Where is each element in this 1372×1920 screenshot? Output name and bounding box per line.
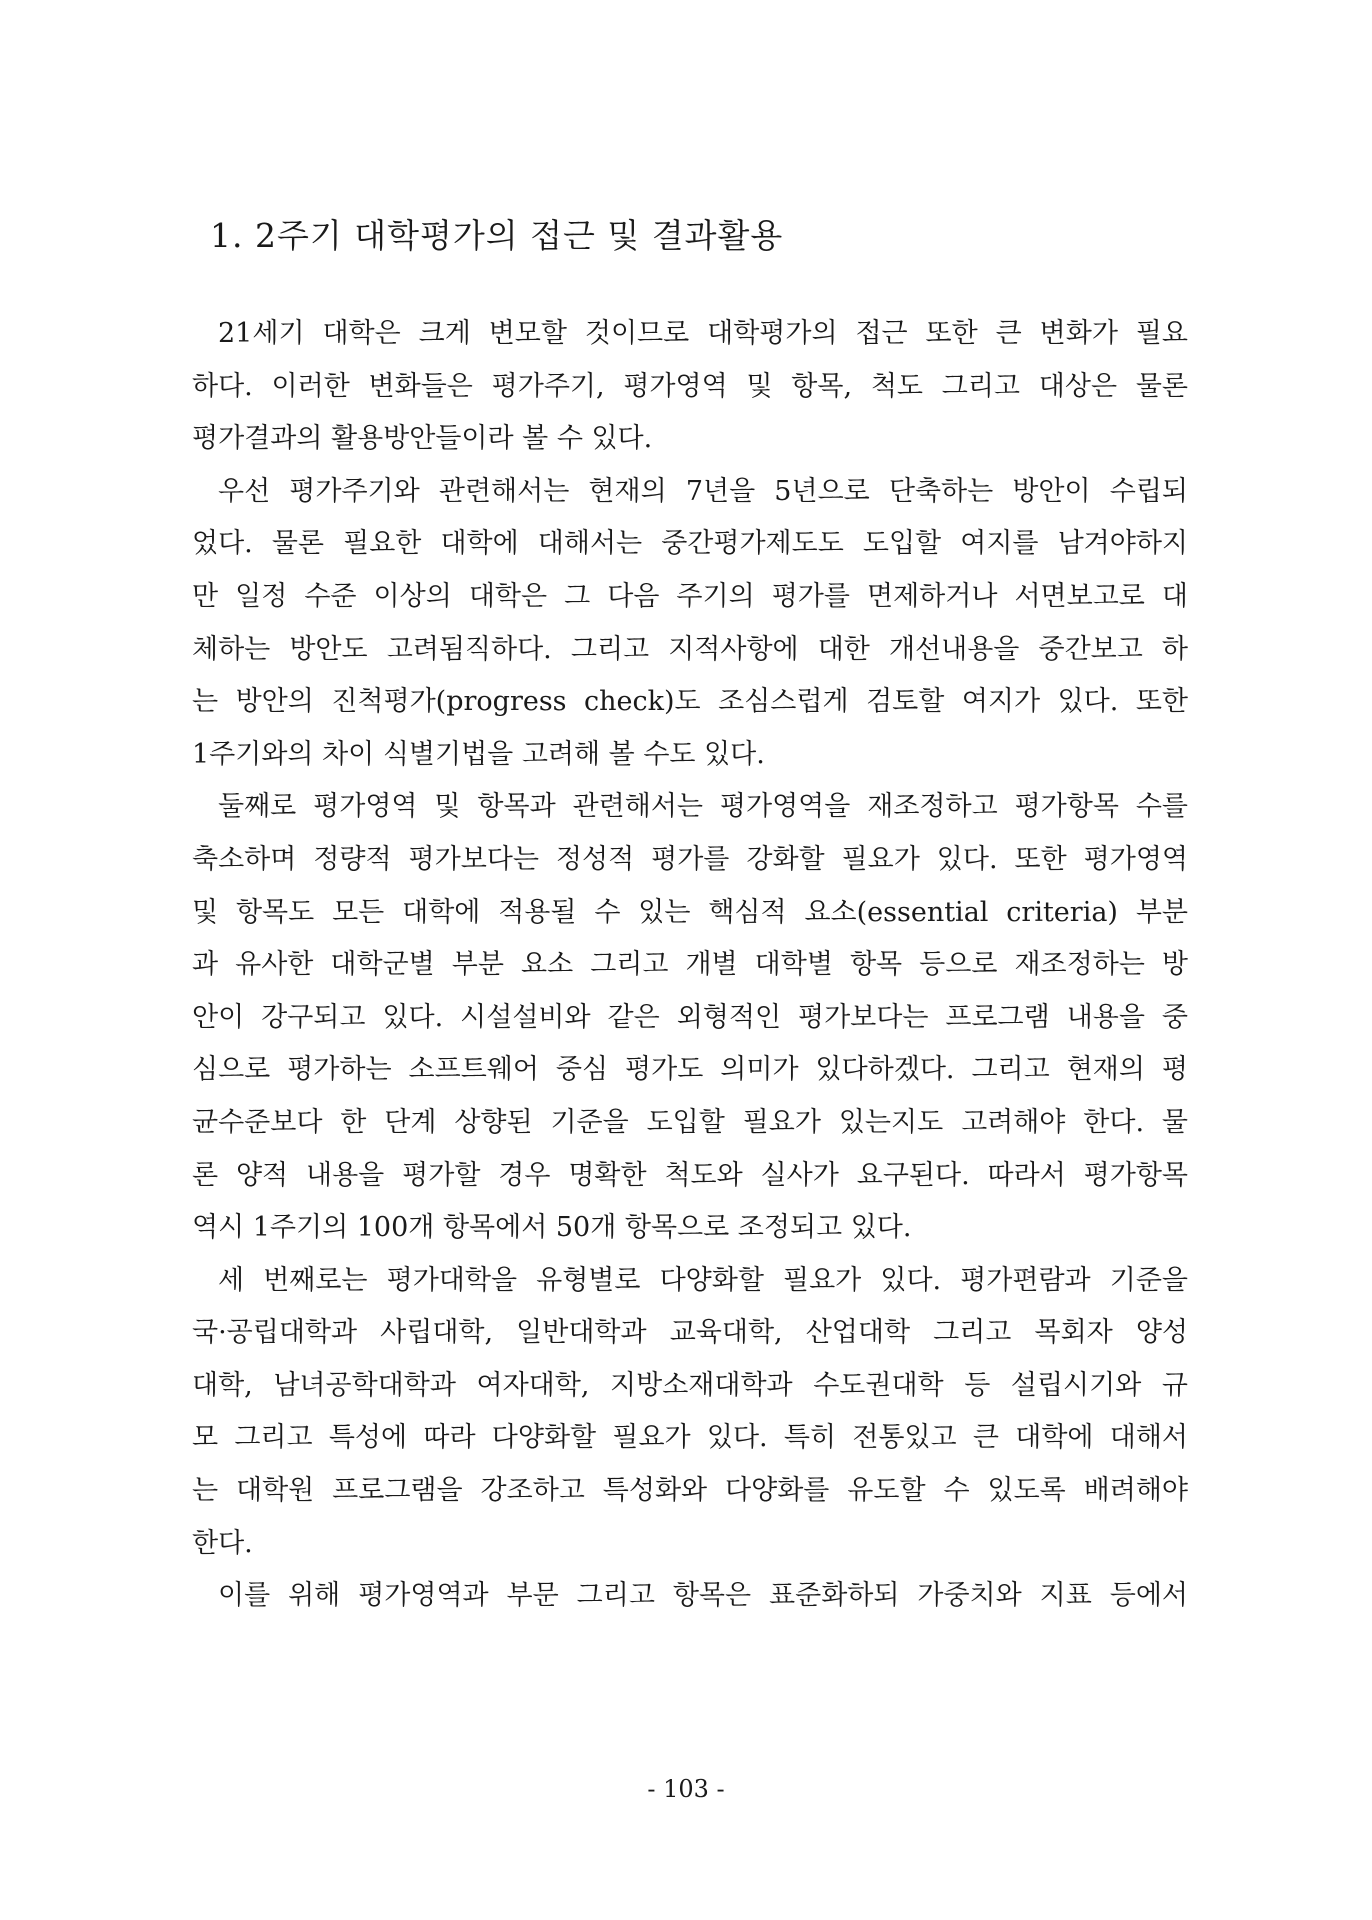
paragraph-line: 역시 1주기의 100개 항목에서 50개 항목으로 조정되고 있다.: [192, 1212, 912, 1244]
page-number: - 103 -: [647, 1775, 725, 1803]
paragraph-line: 축소하며 정량적 평가보다는 정성적 평가를 강화할 필요가 있다. 또한 평가영역: [192, 843, 1188, 875]
paragraph-line: 21세기 대학은 크게 변모할 것이므로 대학평가의 접근 또한 큰 변화가 필요: [218, 318, 1188, 349]
paragraph-line: 대학, 남녀공학대학과 여자대학, 지방소재대학과 수도권대학 등 설립시기와 규: [192, 1369, 1188, 1401]
paragraph-line: 하다. 이러한 변화들은 평가주기, 평가영역 및 항목, 척도 그리고 대상은 물론: [192, 370, 1188, 402]
paragraph-line: 심으로 평가하는 소프트웨어 중심 평가도 의미가 있다하겠다. 그리고 현재의 평: [192, 1054, 1188, 1086]
paragraph-line: 국·공립대학과 사립대학, 일반대학과 교육대학, 산업대학 그리고 목회자 양성: [192, 1317, 1188, 1349]
paragraph-line: 는 방안의 진척평가(progress check)도 조심스럽게 검토할 여지가 있다. 또한: [192, 686, 1188, 718]
paragraph-line: 한다.: [192, 1527, 253, 1559]
paragraph-line: 세 번째로는 평가대학을 유형별로 다양화할 필요가 있다. 평가편람과 기준을: [218, 1264, 1188, 1296]
paragraph-line: 1주기와의 차이 식별기법을 고려해 볼 수도 있다.: [192, 738, 765, 770]
body-text: [192, 308, 1188, 1623]
paragraph-line: 균수준보다 한 단계 상향된 기준을 도입할 필요가 있는지도 고려해야 한다. 물: [192, 1106, 1188, 1138]
paragraph-line: 안이 강구되고 있다. 시설설비와 같은 외형적인 평가보다는 프로그램 내용을 중: [192, 1001, 1188, 1033]
paragraph-line: 둘째로 평가영역 및 항목과 관련해서는 평가영역을 재조정하고 평가항목 수를: [218, 791, 1188, 823]
section-heading: 1. 2주기 대학평가의 접근 및 결과활용: [210, 216, 784, 255]
paragraph-line: 었다. 물론 필요한 대학에 대해서는 중간평가제도도 도입할 여지를 남겨야하지: [192, 528, 1188, 560]
paragraph-line: 만 일정 수준 이상의 대학은 그 다음 주기의 평가를 면제하거나 서면보고로 대: [192, 580, 1188, 612]
paragraph-line: 체하는 방안도 고려됨직하다. 그리고 지적사항에 대한 개선내용을 중간보고 하: [192, 633, 1188, 665]
paragraph-line: 우선 평가주기와 관련해서는 현재의 7년을 5년으로 단축하는 방안이 수립되: [218, 475, 1188, 507]
paragraph-line: 는 대학원 프로그램을 강조하고 특성화와 다양화를 유도할 수 있도록 배려해야: [192, 1475, 1188, 1507]
paragraph-line: 이를 위해 평가영역과 부문 그리고 항목은 표준화하되 가중치와 지표 등에서: [218, 1580, 1188, 1612]
paragraph-line: 평가결과의 활용방안들이라 볼 수 있다.: [192, 423, 653, 455]
paragraph-line: 론 양적 내용을 평가할 경우 명확한 척도와 실사가 요구된다. 따라서 평가항목: [192, 1159, 1188, 1191]
paragraph-line: 과 유사한 대학군별 부분 요소 그리고 개별 대학별 항목 등으로 재조정하는 방: [192, 949, 1188, 981]
paragraph-line: 및 항목도 모든 대학에 적용될 수 있는 핵심적 요소(essential criteria) 부분: [192, 896, 1188, 928]
paragraph-line: 모 그리고 특성에 따라 다양화할 필요가 있다. 특히 전통있고 큰 대학에 대해서: [192, 1422, 1188, 1454]
